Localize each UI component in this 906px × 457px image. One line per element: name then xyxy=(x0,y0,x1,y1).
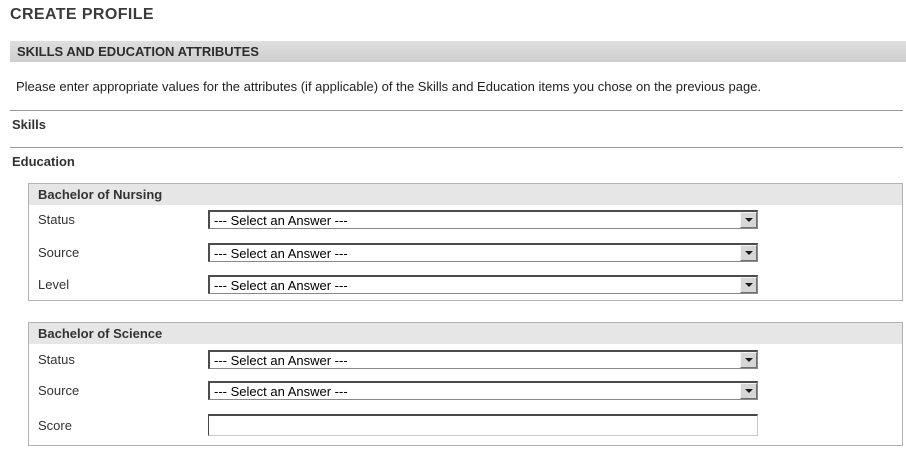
nursing-level-select[interactable] xyxy=(208,275,758,294)
field-label-status: Status xyxy=(38,352,75,367)
section-header-label: SKILLS AND EDUCATION ATTRIBUTES xyxy=(17,44,259,59)
science-source-dropdown-button[interactable] xyxy=(740,383,757,399)
field-row-nursing-status xyxy=(29,210,902,229)
nursing-status-select[interactable] xyxy=(208,210,758,229)
field-row-nursing-source xyxy=(29,243,902,262)
science-status-dropdown-button[interactable] xyxy=(740,352,757,368)
card-bachelor-of-nursing xyxy=(28,183,903,301)
group-header-education xyxy=(10,147,903,169)
field-label-source: Source xyxy=(38,383,80,398)
nursing-status-dropdown-button[interactable] xyxy=(740,212,757,228)
group-label-education: Education xyxy=(12,154,75,169)
science-source-select[interactable] xyxy=(208,381,758,400)
chevron-down-icon xyxy=(745,389,753,393)
chevron-down-icon xyxy=(745,218,753,222)
nursing-source-select-value: --- Select an Answer --- xyxy=(214,245,348,261)
nursing-status-select-value: --- Select an Answer --- xyxy=(214,212,348,228)
science-status-select-value: --- Select an Answer --- xyxy=(214,352,348,368)
score-input[interactable] xyxy=(208,414,758,436)
nursing-level-select-value: --- Select an Answer --- xyxy=(214,277,348,293)
chevron-down-icon xyxy=(745,251,753,255)
field-row-science-source xyxy=(29,381,902,400)
field-row-nursing-level xyxy=(29,275,902,294)
science-source-select-value: --- Select an Answer --- xyxy=(214,383,348,399)
section-header-bar xyxy=(10,41,906,62)
nursing-source-select[interactable] xyxy=(208,243,758,262)
field-label-score: Score xyxy=(38,417,72,433)
card-bachelor-of-science xyxy=(28,322,903,446)
create-profile-page xyxy=(0,5,906,446)
card-title-bachelor-of-science: Bachelor of Science xyxy=(29,323,902,344)
chevron-down-icon xyxy=(745,358,753,362)
group-label-skills: Skills xyxy=(12,117,46,132)
card-title-bachelor-of-nursing: Bachelor of Nursing xyxy=(29,184,902,205)
field-row-science-status xyxy=(29,350,902,369)
group-header-skills xyxy=(10,110,903,132)
field-label-status: Status xyxy=(38,212,75,227)
field-row-science-score xyxy=(29,414,902,436)
field-label-source: Source xyxy=(38,245,80,260)
field-label-level: Level xyxy=(38,277,70,292)
instruction-text: Please enter appropriate values for the attributes (if applicable) of the Skills and Education items you chose on the previous page. xyxy=(16,79,762,94)
chevron-down-icon xyxy=(745,283,753,287)
nursing-level-dropdown-button[interactable] xyxy=(740,277,757,293)
science-status-select[interactable] xyxy=(208,350,758,369)
nursing-source-dropdown-button[interactable] xyxy=(740,245,757,261)
page-title: CREATE PROFILE xyxy=(10,6,154,23)
